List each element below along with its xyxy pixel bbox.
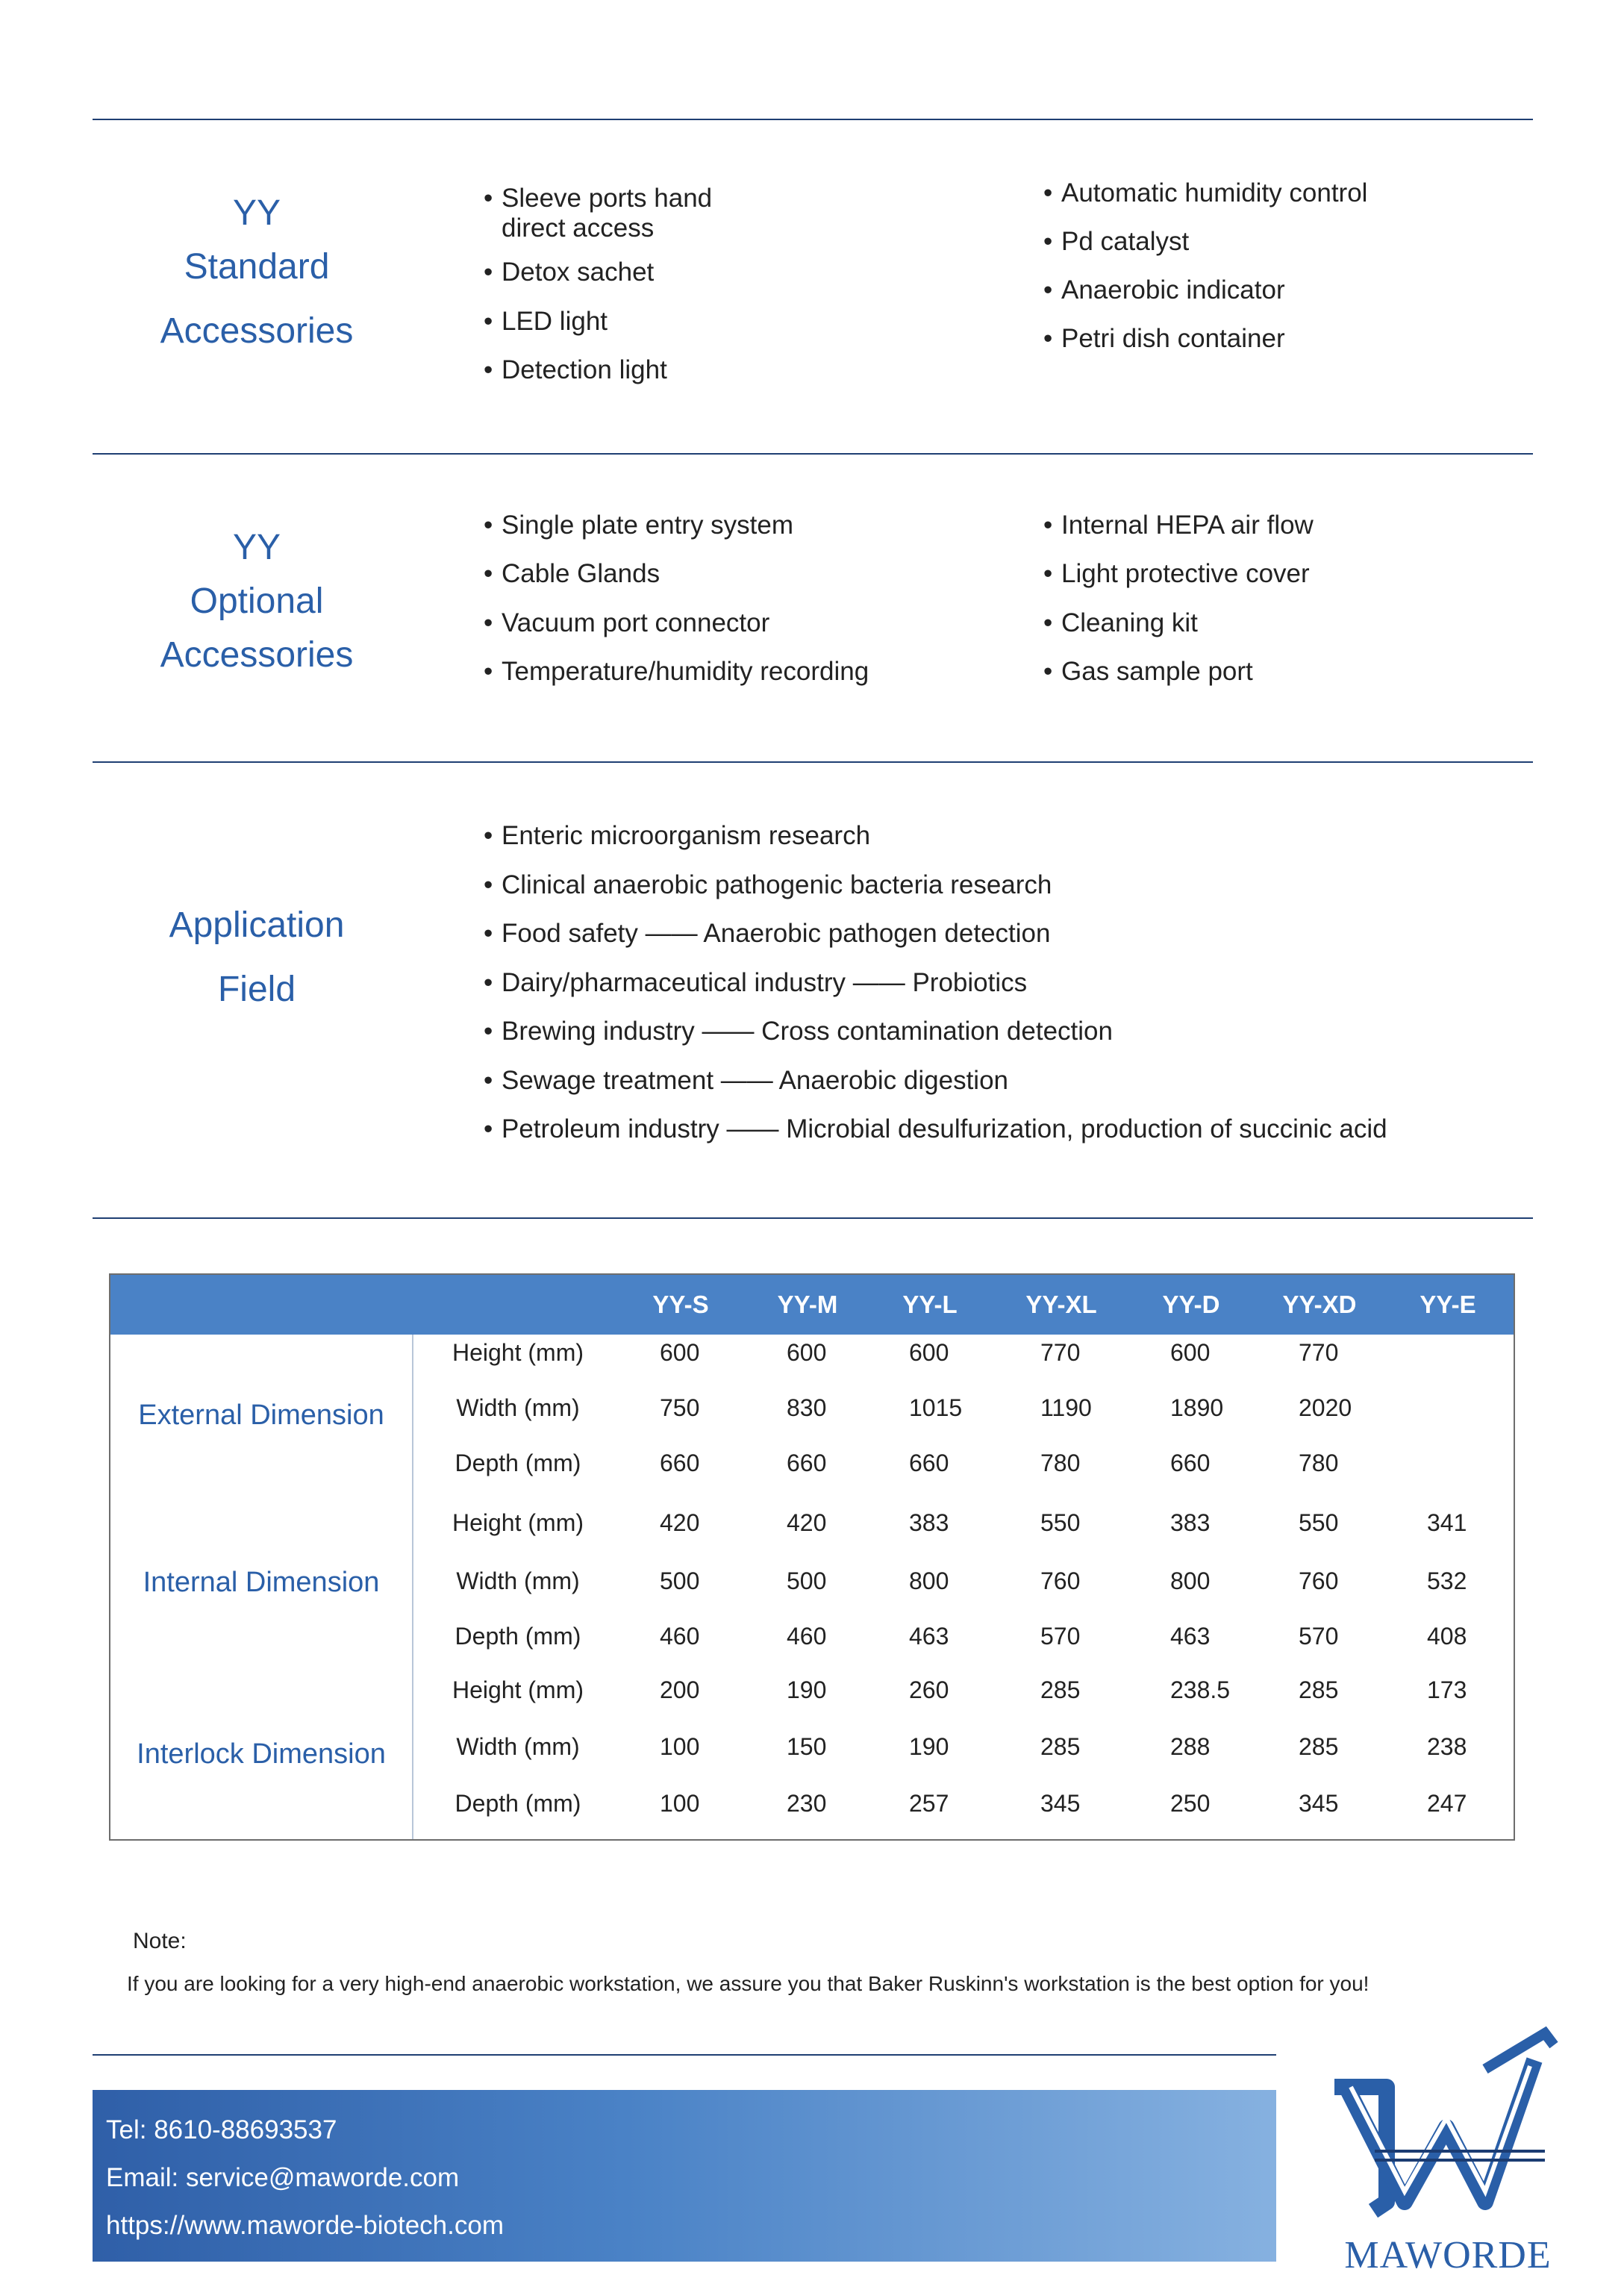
table-cell: 570	[1299, 1623, 1339, 1650]
table-cell: 2020	[1299, 1394, 1352, 1421]
list-item: • Brewing industry —— Cross contamination detection	[484, 1017, 1113, 1046]
list-item: • Gas sample port	[1043, 657, 1253, 686]
standard-title-line-3: Accessories	[160, 311, 354, 351]
list-item: • Petroleum industry —— Microbial desulfurization, production of succinic acid	[484, 1114, 1387, 1144]
table-cell: 600	[909, 1339, 949, 1366]
list-item: • Light protective cover	[1043, 559, 1310, 588]
optional-title-line-3: Accessories	[160, 635, 354, 675]
table-cell: 780	[1040, 1450, 1081, 1476]
note-text: If you are looking for a very high-end anaerobic workstation, we assure you that Baker Ruskinn's workstation is the best option for you!	[127, 1972, 1370, 1995]
logo-wordmark: MAWORDE	[1344, 2234, 1552, 2277]
table-cell: 230	[787, 1790, 827, 1817]
table-cell: 285	[1040, 1733, 1081, 1760]
row-label: Width (mm)	[456, 1733, 580, 1760]
table-cell: 420	[660, 1509, 700, 1536]
row-label: Height (mm)	[452, 1676, 584, 1703]
list-item: • Anaerobic indicator	[1043, 275, 1285, 305]
divider-optional	[93, 761, 1533, 763]
row-label: Depth (mm)	[455, 1790, 581, 1817]
table-cell: 660	[787, 1450, 827, 1476]
application-title-line-2: Field	[217, 970, 296, 1009]
table-cell: 800	[1170, 1567, 1211, 1594]
table-cell: 150	[787, 1733, 827, 1760]
table-cell: 660	[909, 1450, 949, 1476]
row-label: Height (mm)	[452, 1339, 584, 1366]
table-cell: 100	[660, 1733, 700, 1760]
list-item: • Detection light	[484, 355, 667, 384]
list-item: • Detox sachet	[484, 258, 655, 287]
column-header: YY-E	[1420, 1291, 1476, 1318]
table-cell: 247	[1427, 1790, 1467, 1817]
contact-band	[93, 2090, 1276, 2262]
table-cell: 341	[1427, 1509, 1467, 1536]
table-cell: 532	[1427, 1567, 1467, 1594]
table-cell: 238.5	[1170, 1676, 1231, 1703]
table-cell: 780	[1299, 1450, 1339, 1476]
list-item: • Dairy/pharmaceutical industry —— Probiotics	[484, 968, 1028, 997]
table-cell: 100	[660, 1790, 700, 1817]
column-header: YY-M	[777, 1291, 838, 1318]
table-cell: 463	[1170, 1623, 1211, 1650]
row-label: Depth (mm)	[455, 1623, 581, 1650]
table-cell: 600	[787, 1339, 827, 1366]
table-cell: 1890	[1170, 1394, 1224, 1421]
column-header: YY-S	[652, 1291, 709, 1318]
table-cell: 770	[1299, 1339, 1339, 1366]
list-item: • Temperature/humidity recording	[484, 657, 869, 686]
table-cell: 760	[1299, 1567, 1339, 1594]
standard-title-line-1: YY	[232, 193, 281, 233]
optional-title-line-1: YY	[232, 528, 281, 567]
table-cell: 190	[787, 1676, 827, 1703]
table-cell: 760	[1040, 1567, 1081, 1594]
table-cell: 288	[1170, 1733, 1211, 1760]
table-cell: 600	[1170, 1339, 1211, 1366]
footer-divider	[93, 2054, 1276, 2056]
note-heading: Note:	[133, 1929, 187, 1953]
list-item: • LED light	[484, 307, 608, 336]
table-cell: 238	[1427, 1733, 1467, 1760]
contact-website[interactable]: https://www.maworde-biotech.com	[106, 2211, 504, 2240]
table-cell: 600	[660, 1339, 700, 1366]
table-cell: 550	[1040, 1509, 1081, 1536]
row-label: Width (mm)	[456, 1394, 580, 1421]
list-item: • Clinical anaerobic pathogenic bacteria research	[484, 870, 1052, 899]
table-cell: 660	[660, 1450, 700, 1476]
application-title-line-1: Application	[169, 905, 345, 945]
row-label: Height (mm)	[452, 1509, 584, 1536]
row-label: Depth (mm)	[455, 1450, 581, 1476]
divider-top	[93, 119, 1533, 120]
table-cell: 190	[909, 1733, 949, 1760]
divider-standard	[93, 453, 1533, 455]
maworde-logo-icon	[1321, 2015, 1575, 2269]
list-item: • Sewage treatment —— Anaerobic digestion	[484, 1066, 1008, 1095]
table-cell: 500	[787, 1567, 827, 1594]
table-cell: 383	[909, 1509, 949, 1536]
table-cell: 285	[1299, 1676, 1339, 1703]
divider-application	[93, 1217, 1533, 1219]
column-header: YY-D	[1162, 1291, 1220, 1318]
list-item: • Sleeve ports hand	[484, 184, 713, 213]
table-cell: 285	[1299, 1733, 1339, 1760]
table-cell: 550	[1299, 1509, 1339, 1536]
table-cell: 285	[1040, 1676, 1081, 1703]
column-header: YY-L	[902, 1291, 958, 1318]
row-label: Width (mm)	[456, 1567, 580, 1594]
table-cell: 800	[909, 1567, 949, 1594]
list-item: • Pd catalyst	[1043, 227, 1190, 256]
list-item: • Petri dish container	[1043, 324, 1285, 353]
optional-title-line-2: Optional	[190, 581, 324, 621]
table-cell: 830	[787, 1394, 827, 1421]
spec-table-header	[110, 1275, 1514, 1335]
table-cell: 250	[1170, 1790, 1211, 1817]
group-label: Internal Dimension	[143, 1567, 380, 1598]
table-cell: 1190	[1040, 1394, 1092, 1421]
table-cell: 460	[787, 1623, 827, 1650]
list-item: • Cable Glands	[484, 559, 660, 588]
table-cell: 1015	[909, 1394, 963, 1421]
table-cell: 200	[660, 1676, 700, 1703]
table-cell: 173	[1427, 1676, 1467, 1703]
column-header: YY-XL	[1025, 1291, 1097, 1318]
list-item: • Cleaning kit	[1043, 608, 1198, 637]
table-cell: 750	[660, 1394, 700, 1421]
table-cell: 260	[909, 1676, 949, 1703]
table-cell: 383	[1170, 1509, 1211, 1536]
column-header: YY-XD	[1282, 1291, 1357, 1318]
list-item: • Vacuum port connector	[484, 608, 770, 637]
table-cell: 460	[660, 1623, 700, 1650]
table-cell: 345	[1299, 1790, 1339, 1817]
standard-title-line-2: Standard	[184, 247, 330, 287]
list-item: • Internal HEPA air flow	[1043, 511, 1314, 540]
list-item: • Enteric microorganism research	[484, 821, 871, 850]
table-cell: 500	[660, 1567, 700, 1594]
list-item: • Single plate entry system	[484, 511, 794, 540]
contact-tel: Tel: 8610-88693537	[106, 2115, 337, 2144]
table-cell: 408	[1427, 1623, 1467, 1650]
group-label: Interlock Dimension	[137, 1738, 386, 1770]
table-cell: 770	[1040, 1339, 1081, 1366]
spec-table	[109, 1273, 1515, 1841]
table-cell: 660	[1170, 1450, 1211, 1476]
table-cell: 420	[787, 1509, 827, 1536]
list-item: • Food safety —— Anaerobic pathogen detection	[484, 919, 1051, 948]
table-cell: 570	[1040, 1623, 1081, 1650]
list-item-continuation: direct access	[502, 213, 655, 243]
list-item: • Automatic humidity control	[1043, 178, 1368, 208]
contact-email[interactable]: Email: service@maworde.com	[106, 2163, 460, 2192]
group-label: External Dimension	[138, 1400, 384, 1431]
table-cell: 463	[909, 1623, 949, 1650]
table-cell: 345	[1040, 1790, 1081, 1817]
table-cell: 257	[909, 1790, 949, 1817]
